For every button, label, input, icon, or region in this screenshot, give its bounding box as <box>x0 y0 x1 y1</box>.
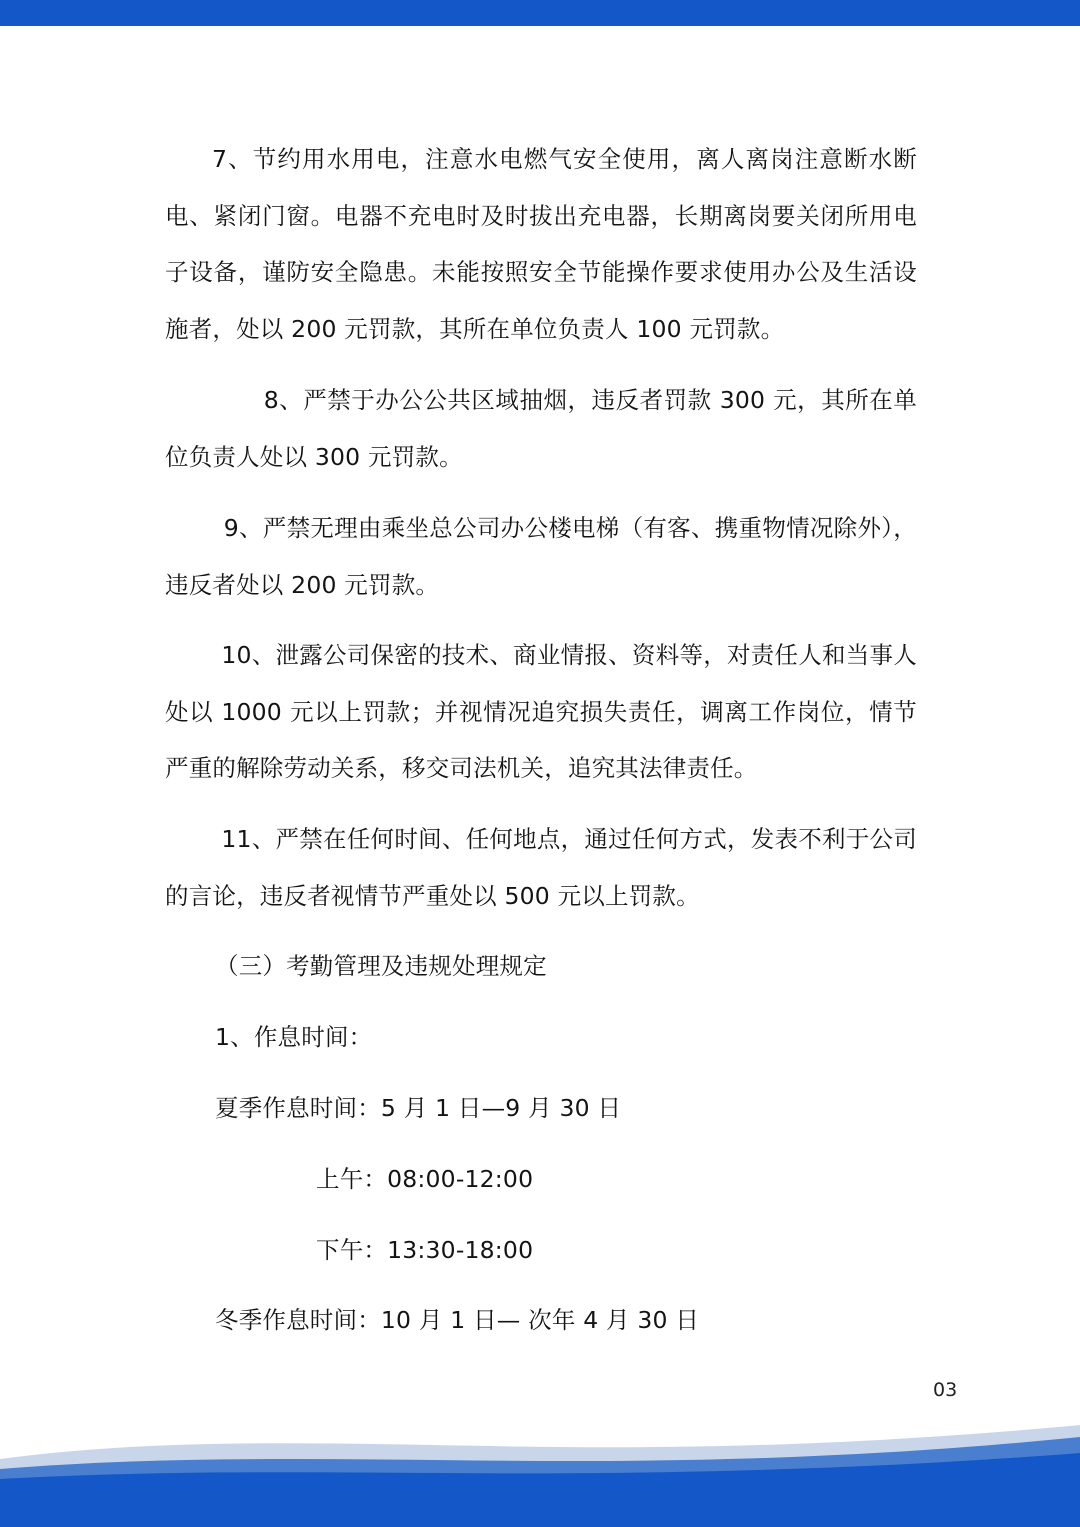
summer-afternoon-hours: 下午：13:30-18:00 <box>316 1236 534 1264</box>
footer-wave-decoration <box>0 1417 1080 1527</box>
work-hours-title: 1、作息时间： <box>215 1023 373 1051</box>
paragraph-item-9: 9、严禁无理由乘坐总公司办公楼电梯（有客、携重物情况除外），违反者处以 200 元罚款。 <box>165 514 917 599</box>
page-number: 03 <box>933 1379 958 1401</box>
paragraph-item-11: 11、严禁在任何时间、任何地点，通过任何方式，发表不利于公司的言论，违反者视情节严重处以 500 元以上罚款。 <box>165 825 917 910</box>
section-heading: （三）考勤管理及违规处理规定 <box>215 952 547 980</box>
paragraph-item-10: 10、泄露公司保密的技术、商业情报、资料等，对责任人和当事人处以 1000 元以上罚款；并视情况追究损失责任，调离工作岗位，情节严重的解除劳动关系，移交司法机关，追究其法律责任。 <box>165 641 917 782</box>
winter-schedule: 冬季作息时间：10 月 1 日— 次年 4 月 30 日 <box>215 1306 700 1334</box>
summer-schedule: 夏季作息时间：5 月 1 日—9 月 30 日 <box>215 1094 622 1122</box>
paragraph-item-8: 8、严禁于办公公共区域抽烟，违反者罚款 300 元，其所在单位负责人处以 300 元罚款。 <box>165 386 917 471</box>
summer-morning-hours: 上午：08:00-12:00 <box>316 1165 534 1193</box>
paragraph-item-7: 7、节约用水用电，注意水电燃气安全使用，离人离岗注意断水断电、紧闭门窗。电器不充电时及时拔出充电器，长期离岗要关闭所用电子设备，谨防安全隐患。未能按照安全节能操作要求使用办公及生活设施者，处以 200 元罚款，其所在单位负责人 100 元罚款。 <box>165 145 917 343</box>
